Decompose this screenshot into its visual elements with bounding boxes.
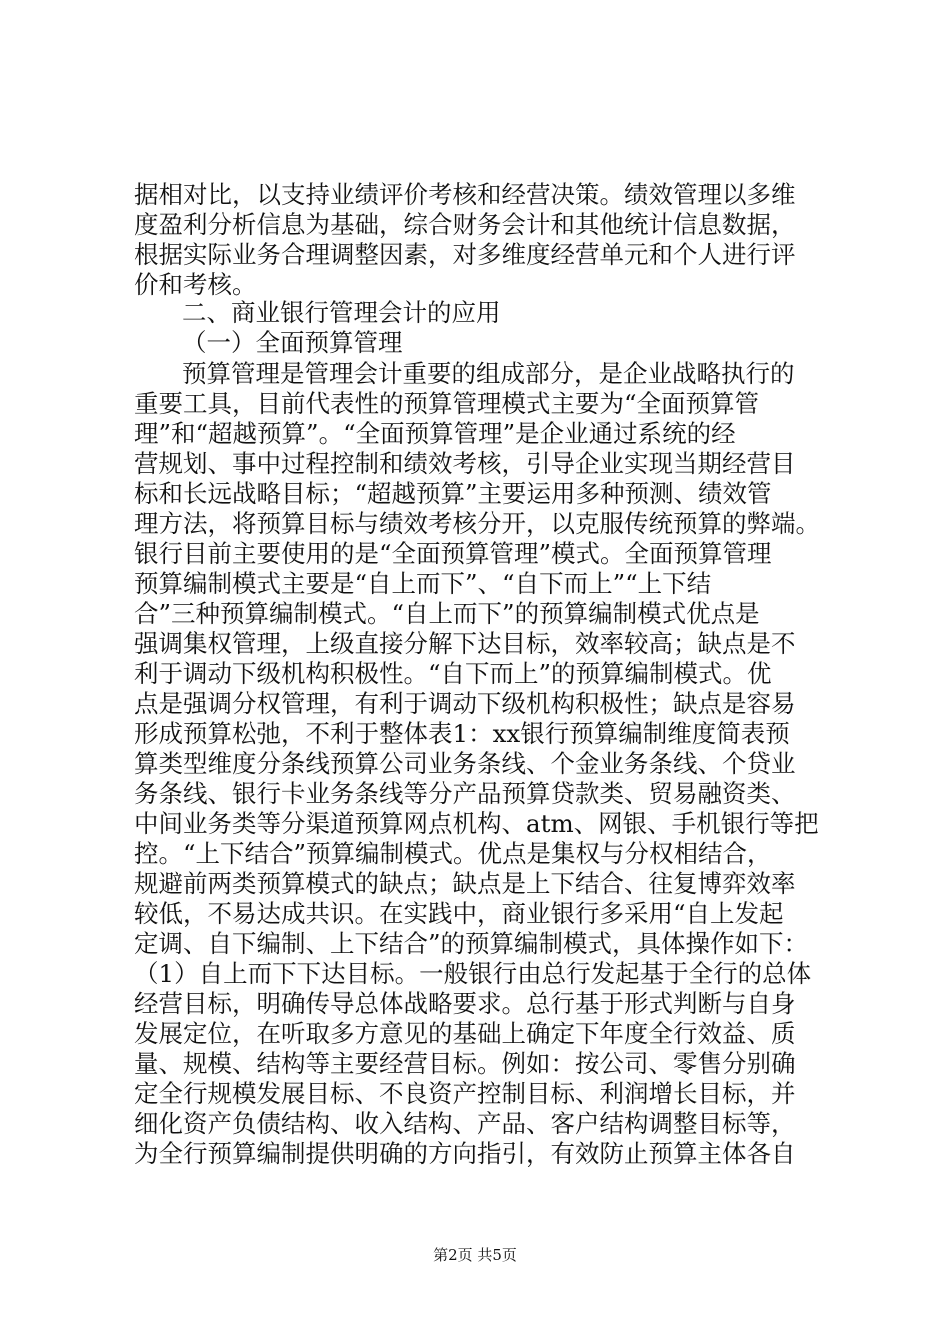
- body-line-20: 算类型维度分条线预算公司业务条线、个金业务条线、个贷业: [134, 749, 796, 778]
- body-line-23: 控。“上下结合”预算编制模式。优点是集权与分权相结合，: [134, 839, 772, 868]
- body-line-16: 强调集权管理，上级直接分解下达目标，效率较高；缺点是不: [134, 629, 796, 658]
- body-line-30: 量、规模、结构等主要经营目标。例如：按公司、零售分别确: [134, 1049, 796, 1078]
- subsection-heading: （一）全面预算管理: [182, 328, 403, 357]
- body-line-32: 细化资产负债结构、收入结构、产品、客户结构调整目标等，: [134, 1109, 796, 1138]
- body-line-7: 预算管理是管理会计重要的组成部分，是企业战略执行的: [182, 359, 795, 388]
- body-line-17: 利于调动下级机构积极性。“自下而上”的预算编制模式。优: [134, 659, 772, 688]
- body-line-9: 理”和“超越预算”。“全面预算管理”是企业通过系统的经: [134, 419, 736, 448]
- body-line-14: 预算编制模式主要是“自上而下”、“自下而上”“上下结: [134, 569, 712, 598]
- body-line-2: 度盈利分析信息为基础，综合财务会计和其他统计信息数据，: [134, 210, 796, 239]
- body-line-24: 规避前两类预算模式的缺点；缺点是上下结合、往复博弈效率: [134, 869, 796, 898]
- body-line-3: 根据实际业务合理调整因素，对多维度经营单元和个人进行评: [134, 240, 796, 269]
- body-line-33: 为全行预算编制提供明确的方向指引，有效防止预算主体各自: [134, 1139, 796, 1168]
- body-line-21: 务条线、银行卡业务条线等分产品预算贷款类、贸易融资类、: [134, 779, 796, 808]
- body-line-19: 形成预算松弛，不利于整体表1：xx银行预算编制维度简表预: [134, 719, 790, 748]
- body-line-11: 标和长远战略目标；“超越预算”主要运用多种预测、绩效管: [134, 479, 772, 508]
- body-line-25: 较低，不易达成共识。在实践中，商业银行多采用“自上发起: [134, 899, 784, 928]
- body-line-26: 定调、自下编制、上下结合”的预算编制模式，具体操作如下：: [134, 929, 809, 958]
- body-line-29: 发展定位，在听取多方意见的基础上确定下年度全行效益、质: [134, 1019, 796, 1048]
- body-line-15: 合”三种预算编制模式。“自上而下”的预算编制模式优点是: [134, 599, 760, 628]
- body-line-28: 经营目标，明确传导总体战略要求。总行基于形式判断与自身: [134, 989, 796, 1018]
- body-line-27: （1）自上而下下达目标。一般银行由总行发起基于全行的总体: [134, 959, 812, 988]
- body-line-8: 重要工具，目前代表性的预算管理模式主要为“全面预算管: [134, 389, 760, 418]
- body-line-4: 价和考核。: [134, 270, 257, 299]
- body-line-13: 银行目前主要使用的是“全面预算管理”模式。全面预算管理: [134, 539, 772, 568]
- body-line-1: 据相对比，以支持业绩评价考核和经营决策。绩效管理以多维: [134, 180, 796, 209]
- body-line-10: 营规划、事中过程控制和绩效考核，引导企业实现当期经营目: [134, 449, 796, 478]
- body-line-12: 理方法，将预算目标与绩效考核分开，以克服传统预算的弊端。: [134, 509, 820, 538]
- body-line-18: 点是强调分权管理，有利于调动下级机构积极性；缺点是容易: [134, 689, 796, 718]
- page-footer: 第2页 共5页: [433, 1246, 517, 1264]
- body-line-22: 中间业务类等分渠道预算网点机构、atm、网银、手机银行等把: [134, 809, 819, 838]
- section-heading: 二、商业银行管理会计的应用: [182, 298, 501, 327]
- body-line-31: 定全行规模发展目标、不良资产控制目标、利润增长目标，并: [134, 1079, 796, 1108]
